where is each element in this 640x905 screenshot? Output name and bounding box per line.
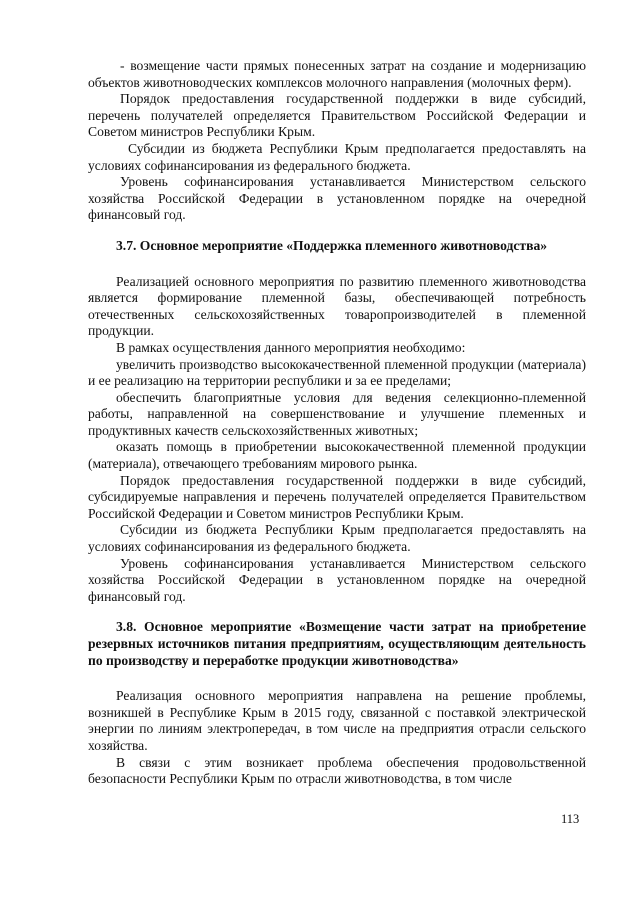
- paragraph-compensation-costs: - возмещение части прямых понесенных затрат на создание и модернизацию объектов животноводческих комплексов молочного направления (молочных ферм).: [88, 58, 586, 90]
- document-page: [88, 58, 586, 788]
- paragraph-38-main: Реализация основного мероприятия направлена на решение проблемы, возникшей в Республике Крым в 2015 году, связанной с поставкой электрической энергии по линиям электропередач, в том числе на предприятия отрасли сельского хозяйства.: [88, 688, 586, 753]
- paragraph-37-cofinancing: Уровень софинансирования устанавливается Министерством сельского хозяйства Российской Федерации в установленном порядке на очередной финансовый год.: [88, 555, 586, 604]
- section-3-8-heading: 3.8. Основное мероприятие «Возмещение части затрат на приобретение резервных источников питания предприятиям, осуществляющим деятельность по производству и переработке продукции животноводства»: [88, 619, 586, 668]
- paragraph-37-subsidies: Субсидии из бюджета Республики Крым предполагается предоставлять на условиях софинансирования из федерального бюджета.: [88, 522, 586, 555]
- page-number: 113: [561, 812, 580, 826]
- paragraph-38-problem: В связи с этим возникает проблема обеспечения продовольственной безопасности Республики Крым по отрасли животноводства, в том числе: [88, 754, 586, 787]
- paragraph-37-procedure: Порядок предоставления государственной поддержки в виде субсидий, субсидируемые направления и перечень получателей определяется Правительством Российской Федерации и Советом министров Республики Крым.: [88, 472, 586, 521]
- paragraph-37-conditions: обеспечить благоприятные условия для ведения селекционно-племенной работы, направленной на совершенствование и улучшение племенных и продуктивных качеств сельскохозяйственных животных;: [88, 389, 586, 438]
- paragraph-37-increase: увеличить производство высококачественной племенной продукции (материала) и ее реализацию на территории республики и за ее пределами;: [88, 356, 586, 389]
- paragraph-37-assistance: оказать помощь в приобретении высококачественной племенной продукции (материала), отвечающего требованиям мирового рынка.: [88, 439, 586, 472]
- paragraph-cofinancing-level: Уровень софинансирования устанавливается Министерством сельского хозяйства Российской Федерации в установленном порядке на очередной финансовый год.: [88, 174, 586, 223]
- paragraph-37-main: Реализацией основного мероприятия по развитию племенного животноводства является формирование племенной базы, обеспечивающей потребность отечественных сельскохозяйственных товаропроизводителей в племенной продукции.: [88, 273, 586, 339]
- paragraph-support-procedure: Порядок предоставления государственной поддержки в виде субсидий, перечень получателей определяется Правительством Российской Федерации и Советом министров Республики Крым.: [88, 91, 586, 140]
- paragraph-subsidies-budget: Субсидии из бюджета Республики Крым предполагается предоставлять на условиях софинансирования из федерального бюджета.: [88, 140, 586, 173]
- paragraph-37-intro: В рамках осуществления данного мероприятия необходимо:: [116, 339, 466, 355]
- section-3-7-heading: 3.7. Основное мероприятие «Поддержка племенного животноводства»: [116, 237, 548, 253]
